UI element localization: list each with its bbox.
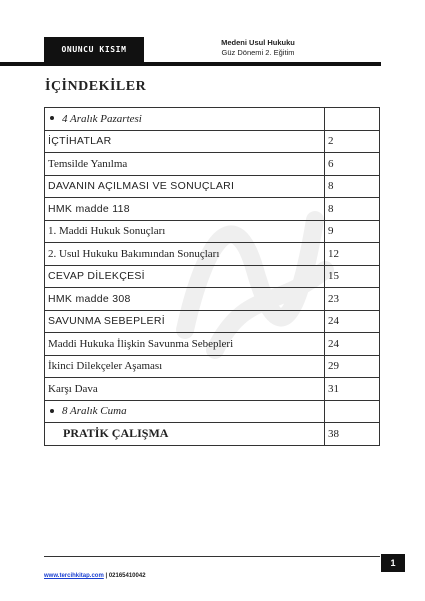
page-number: 1 [381,554,405,572]
toc-page: 9 [325,220,380,243]
toc-row[interactable] [45,355,380,378]
header-rule [0,62,381,66]
toc-entry[interactable]: HMK madde 308 [45,288,325,311]
toc-day-heading: 4 Aralık Pazartesi [45,108,325,131]
toc-title: İÇİNDEKİLER [45,79,147,94]
toc-page: 12 [325,243,380,266]
bullet-icon [50,409,54,413]
toc-page: 15 [325,265,380,288]
toc-page: 8 [325,175,380,198]
toc-page: 8 [325,198,380,221]
section-label: ONUNCU KISIM [61,45,127,54]
bullet-icon [50,116,54,120]
toc-row[interactable] [45,220,380,243]
toc-entry[interactable]: 2. Usul Hukuku Bakımından Sonuçları [45,243,325,266]
toc-row[interactable] [45,333,380,356]
toc-row[interactable] [45,265,380,288]
toc-entry[interactable]: CEVAP DİLEKÇESİ [45,265,325,288]
toc-page: 38 [325,423,380,446]
toc-entry[interactable]: DAVANIN AÇILMASI VE SONUÇLARI [45,175,325,198]
toc-day-heading: 8 Aralık Cuma [45,400,325,423]
footer-rule [44,556,380,557]
toc-row[interactable] [45,310,380,333]
toc-page [325,108,380,131]
course-subtitle: Güz Dönemi 2. Eğitim [221,48,295,57]
footer-info [44,573,146,579]
toc-page: 29 [325,355,380,378]
toc-page [325,400,380,423]
course-title: Medeni Usul Hukuku [221,38,295,47]
toc-table [44,107,380,446]
toc-page: 31 [325,378,380,401]
toc-row[interactable] [45,288,380,311]
toc-entry[interactable]: İÇTİHATLAR [45,130,325,153]
footer-phone: 02165410042 [108,573,146,579]
toc-page: 2 [325,130,380,153]
toc-entry[interactable]: SAVUNMA SEBEPLERİ [45,310,325,333]
toc-page: 23 [325,288,380,311]
toc-page: 6 [325,153,380,176]
toc-entry[interactable]: Temsilde Yanılma [45,153,325,176]
toc-entry[interactable]: Maddi Hukuka İlişkin Savunma Sebepleri [45,333,325,356]
toc-row[interactable] [45,175,380,198]
toc-row[interactable] [45,130,380,153]
toc-entry[interactable]: PRATİK ÇALIŞMA [45,423,325,446]
toc-row[interactable] [45,243,380,266]
footer-separator: | [105,573,108,579]
toc-entry[interactable]: İkinci Dilekçeler Aşaması [45,355,325,378]
section-tab [44,37,144,62]
toc-page: 24 [325,333,380,356]
toc-row[interactable] [45,153,380,176]
toc-row [45,108,380,131]
toc-entry[interactable]: Karşı Dava [45,378,325,401]
toc-row [45,400,380,423]
toc-row[interactable] [45,198,380,221]
toc-row[interactable] [45,378,380,401]
course-info [210,38,306,58]
toc-row[interactable] [45,423,380,446]
website-link[interactable]: www.tercihkitap.com [44,573,104,579]
toc-entry[interactable]: 1. Maddi Hukuk Sonuçları [45,220,325,243]
toc-page: 24 [325,310,380,333]
toc-entry[interactable]: HMK madde 118 [45,198,325,221]
